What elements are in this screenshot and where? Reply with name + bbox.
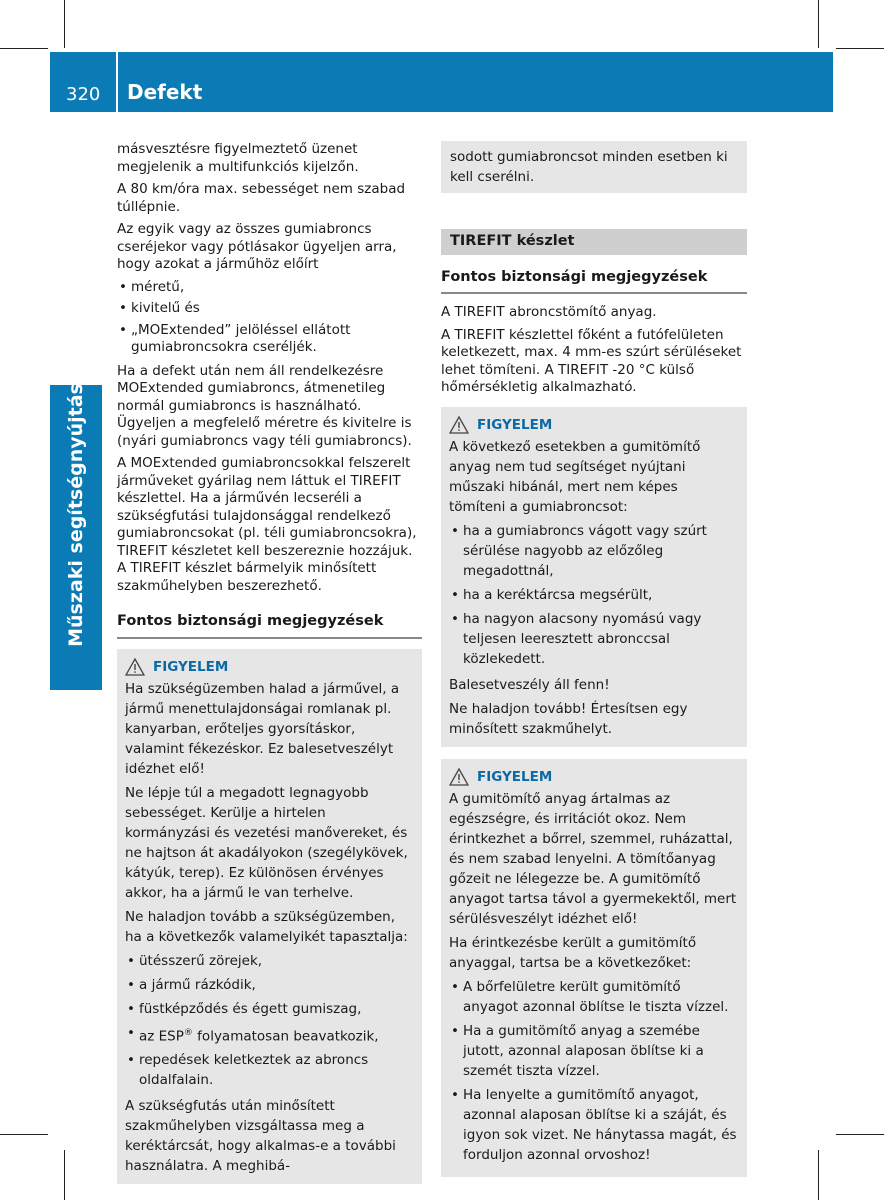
section-heading: Fontos biztonsági megjegyzések (117, 613, 422, 639)
list-item (125, 1023, 413, 1047)
paragraph: Ha a defekt után nem áll rendelkezésre MOExtended gumiabroncs, átmenetileg normál gumiabroncs is használható. Ügyeljen a megfelelő méretre és kivitelre is (nyári gumiabroncs vagy téli gumiabroncs). (117, 362, 412, 449)
header-divider (116, 52, 118, 112)
right-column (441, 141, 747, 1177)
list-item: • ha nagyon alacsony nyomású vagy teljesen leeresztett abronccsal közlekedett. (449, 609, 738, 669)
paragraph: A TIREFIT készlettel főként a futófelületen keletkezett, max. 4 mm-es szúrt sérüléseket lehet tömíteni. A TIREFIT -20 °C külső hőmérsékletig alkalmazható. (441, 326, 742, 395)
registered-mark: ® (183, 1027, 193, 1038)
section-title: TIREFIT készlet (441, 229, 747, 255)
paragraph: A TIREFIT abroncstömítő anyag. (441, 304, 657, 320)
list-item: • méretű, (117, 279, 422, 297)
list-item: • Ha a gumitömítő anyag a szemébe jutott, azonnal alaposan öblítse ki a szemét tiszta vízzel. (449, 1021, 738, 1081)
warning-header (449, 767, 738, 787)
warning-box (441, 407, 747, 747)
bullet-list (125, 951, 413, 1091)
warning-triangle-icon (449, 416, 469, 434)
paragraph: A 80 km/óra max. sebességet nem szabad túllépnie. (117, 181, 406, 215)
list-item: • ha a gumiabroncs vágott vagy szúrt sérülése nagyobb az előzőleg megadottnál, (449, 521, 738, 581)
list-item: • a jármű rázkódik, (125, 975, 413, 995)
warning-header (125, 657, 413, 677)
crop-mark (818, 0, 819, 48)
warning-label: FIGYELEM (477, 416, 553, 433)
warning-label: FIGYELEM (153, 658, 229, 675)
paragraph: A gumitömítő anyag ártalmas az egészségre, és irritációt okoz. Nem érintkezhet a bőrrel, szemmel, ruházattal, és nem szabad lenyelni. A tömítőanyag gőzeit ne lélegezze be. A gumitömítő anyagot tartsa távol a gyermekektől, mert sérülésveszélyt idézhet elő! (449, 790, 737, 927)
left-column (117, 141, 422, 1184)
warning-triangle-icon (449, 768, 469, 786)
esp-text-rest: folyamatosan beavatkozik, (192, 1028, 379, 1044)
continued-warning-strip: sodott gumiabroncsot minden esetben ki kell cserélni. (441, 141, 747, 193)
list-item: • ha a keréktárcsa megsérült, (449, 585, 738, 605)
crop-mark (64, 1150, 65, 1200)
bullet-list (449, 521, 738, 669)
list-item: • Ha lenyelte a gumitömítő anyagot, azonnal alaposan öblítse ki a száját, és igyon sok vizet. Ne hánytassa magát, és forduljon azonnal orvoshoz! (449, 1085, 738, 1165)
paragraph: Ha szükségüzemben halad a járművel, a jármű menettulajdonságai romlanak pl. kanyarban, erőteljes gyorsításkor, valamint fékezéskor. Ez balesetveszélyt idézhet elő! (125, 680, 400, 777)
paragraph: Ne lépje túl a megadott legnagyobb sebességet. Kerülje a hirtelen kormányzási és vezetési manővereket, és ne hajtson át akadályokon (szegélykövek, kátyúk, terep). Ez különösen érvényes akkor, ha a jármű le van terhelve. (125, 784, 408, 901)
crop-mark (0, 48, 48, 49)
paragraph: Ne haladjon tovább! Értesítsen egy minősített szakműhelyt. (449, 700, 688, 737)
paragraph: Az egyik vagy az összes gumiabroncs cseréjekor vagy pótlásakor ügyeljen arra, hogy azokat a járműhöz előírt (117, 221, 397, 272)
bullet-list (449, 977, 738, 1165)
crop-mark (836, 48, 884, 49)
page-title: Defekt (127, 80, 203, 104)
warning-triangle-icon (125, 658, 145, 676)
crop-mark (818, 1150, 819, 1200)
section-heading: Fontos biztonsági megjegyzések (441, 269, 747, 295)
bullet-list (117, 279, 422, 357)
esp-text: az ESP (139, 1028, 184, 1044)
list-item: • A bőrfelületre került gumitömítő anyagot azonnal öblítse le tiszta vízzel. (449, 977, 738, 1017)
paragraph: A következő esetekben a gumitömítő anyag nem tud segítséget nyújtani műszaki hibánál, mert nem képes tömíteni a gumiabroncsot: (449, 438, 701, 515)
crop-mark (0, 1134, 48, 1135)
crop-mark (836, 1134, 884, 1135)
paragraph: A szükségfutás után minősített szakműhelyben vizsgáltassa meg a keréktárcsát, hogy alkalmas-e a további használatra. A meghibá- (125, 1098, 396, 1174)
warning-box (117, 649, 422, 1185)
paragraph: Balesetveszély áll fenn! (449, 676, 610, 693)
list-item: • füstképződés és égett gumiszag, (125, 999, 413, 1019)
paragraph: Ha érintkezésbe került a gumitömítő anyaggal, tartsa be a következőket: (449, 934, 697, 971)
paragraph: Ne haladjon tovább a szükségüzemben, ha a következők valamelyikét tapasztalja: (125, 908, 408, 945)
warning-box (441, 759, 747, 1177)
paragraph: A MOExtended gumiabroncsokkal felszerelt járműveket gyárilag nem láttuk el TIREFIT készlettel. Ha a járművén lecseréli a szükségfutási tulajdonsággal rendelkező gumiabroncsokat (pl. téli gumiabroncsokra), TIREFIT készletet kell beszereznie hozzájuk. A TIREFIT készlet bármelyik minősített szakműhelyben beszerezhető. (117, 455, 417, 594)
page-number: 320 (66, 84, 101, 105)
side-tab-label: Műszaki segítségnyújtás (65, 383, 87, 647)
warning-label: FIGYELEM (477, 768, 553, 785)
list-item: • kivitelű és (117, 300, 422, 318)
list-item: • repedések keletkeztek az abroncs oldalfalain. (125, 1050, 413, 1090)
crop-mark (64, 0, 65, 48)
list-item: • ütésszerű zörejek, (125, 951, 413, 971)
warning-header (449, 415, 738, 435)
list-item: • „MOExtended” jelöléssel ellátott gumiabroncsokra cseréljék. (117, 322, 422, 357)
paragraph: másvesztésre figyelmeztető üzenet megjelenik a multifunkciós kijelzőn. (117, 141, 359, 175)
